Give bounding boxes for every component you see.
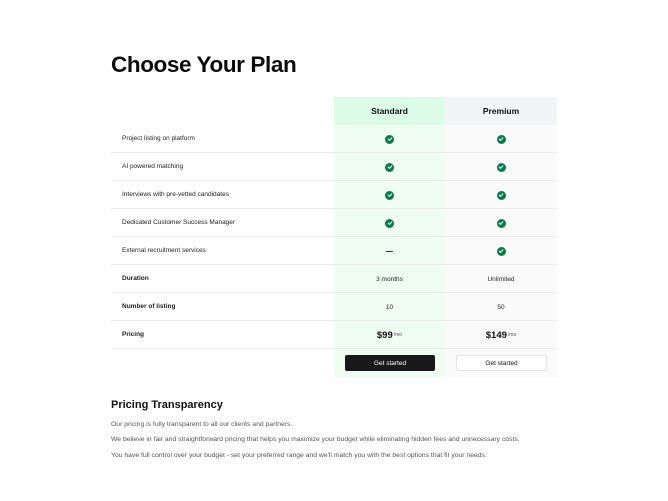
check-circle-icon xyxy=(497,191,506,200)
price-amount: $99 xyxy=(376,329,393,341)
feature-label: Dedicated Customer Success Manager xyxy=(122,219,236,226)
check-circle-icon xyxy=(497,247,506,256)
check-circle-icon xyxy=(385,191,394,200)
detail-row-listings xyxy=(111,293,557,321)
dash-icon xyxy=(386,251,393,252)
premium-cell xyxy=(445,237,557,265)
feature-row xyxy=(111,153,557,181)
feature-label: AI powered matching xyxy=(122,163,184,170)
standard-cell xyxy=(334,237,445,265)
premium-price xyxy=(445,321,557,349)
premium-cell xyxy=(445,153,557,181)
standard-price xyxy=(334,321,445,349)
feature-label: External recruitment services xyxy=(122,247,206,254)
plan-header-standard: Standard xyxy=(334,97,445,125)
check-circle-icon xyxy=(497,135,506,144)
page-title: Choose Your Plan xyxy=(111,52,297,77)
get-started-premium-button[interactable]: Get started xyxy=(456,355,547,371)
standard-listings: 10 xyxy=(385,303,394,311)
standard-cell xyxy=(334,153,445,181)
price-amount: $149 xyxy=(485,329,507,341)
check-circle-icon xyxy=(497,219,506,228)
pricing-label: Pricing xyxy=(122,331,145,338)
standard-cell xyxy=(334,125,445,153)
feature-row xyxy=(111,181,557,209)
check-circle-icon xyxy=(385,219,394,228)
premium-cell xyxy=(445,125,557,153)
plan-header-premium: Premium xyxy=(445,97,557,125)
transparency-paragraph: We believe in fair and straightforward pricing that helps you maximize your budget while eliminating hidden fees and unnecessary costs. xyxy=(111,436,520,443)
detail-label: Duration xyxy=(122,275,149,282)
detail-row-duration xyxy=(111,265,557,293)
price-unit: /mo xyxy=(507,332,517,338)
pricing-row xyxy=(111,321,557,349)
feature-row xyxy=(111,209,557,237)
check-circle-icon xyxy=(497,163,506,172)
standard-cell xyxy=(334,209,445,237)
detail-label: Number of listing xyxy=(122,303,176,310)
premium-duration: Unlimited xyxy=(487,275,515,283)
premium-listings: 50 xyxy=(497,303,505,311)
feature-label: Interviews with pre-vetted candidates xyxy=(122,191,229,198)
get-started-standard-button[interactable]: Get started xyxy=(345,355,435,371)
feature-row xyxy=(111,237,557,265)
premium-cell xyxy=(445,209,557,237)
transparency-paragraph: You have full control over your budget - set your preferred range and we'll match you with the best options that fit your needs. xyxy=(111,452,487,459)
pricing-transparency-heading: Pricing Transparency xyxy=(111,399,223,411)
standard-duration: 3 months xyxy=(376,275,403,283)
check-circle-icon xyxy=(385,135,394,144)
check-circle-icon xyxy=(385,163,394,172)
premium-cell xyxy=(445,181,557,209)
pricing-table xyxy=(111,97,557,377)
feature-label: Project listing on platform xyxy=(122,135,195,142)
price-unit: /mo xyxy=(393,332,403,338)
transparency-paragraph: Our pricing is fully transparent to all our clients and partners. xyxy=(111,421,293,428)
standard-cell xyxy=(334,181,445,209)
feature-row xyxy=(111,125,557,153)
